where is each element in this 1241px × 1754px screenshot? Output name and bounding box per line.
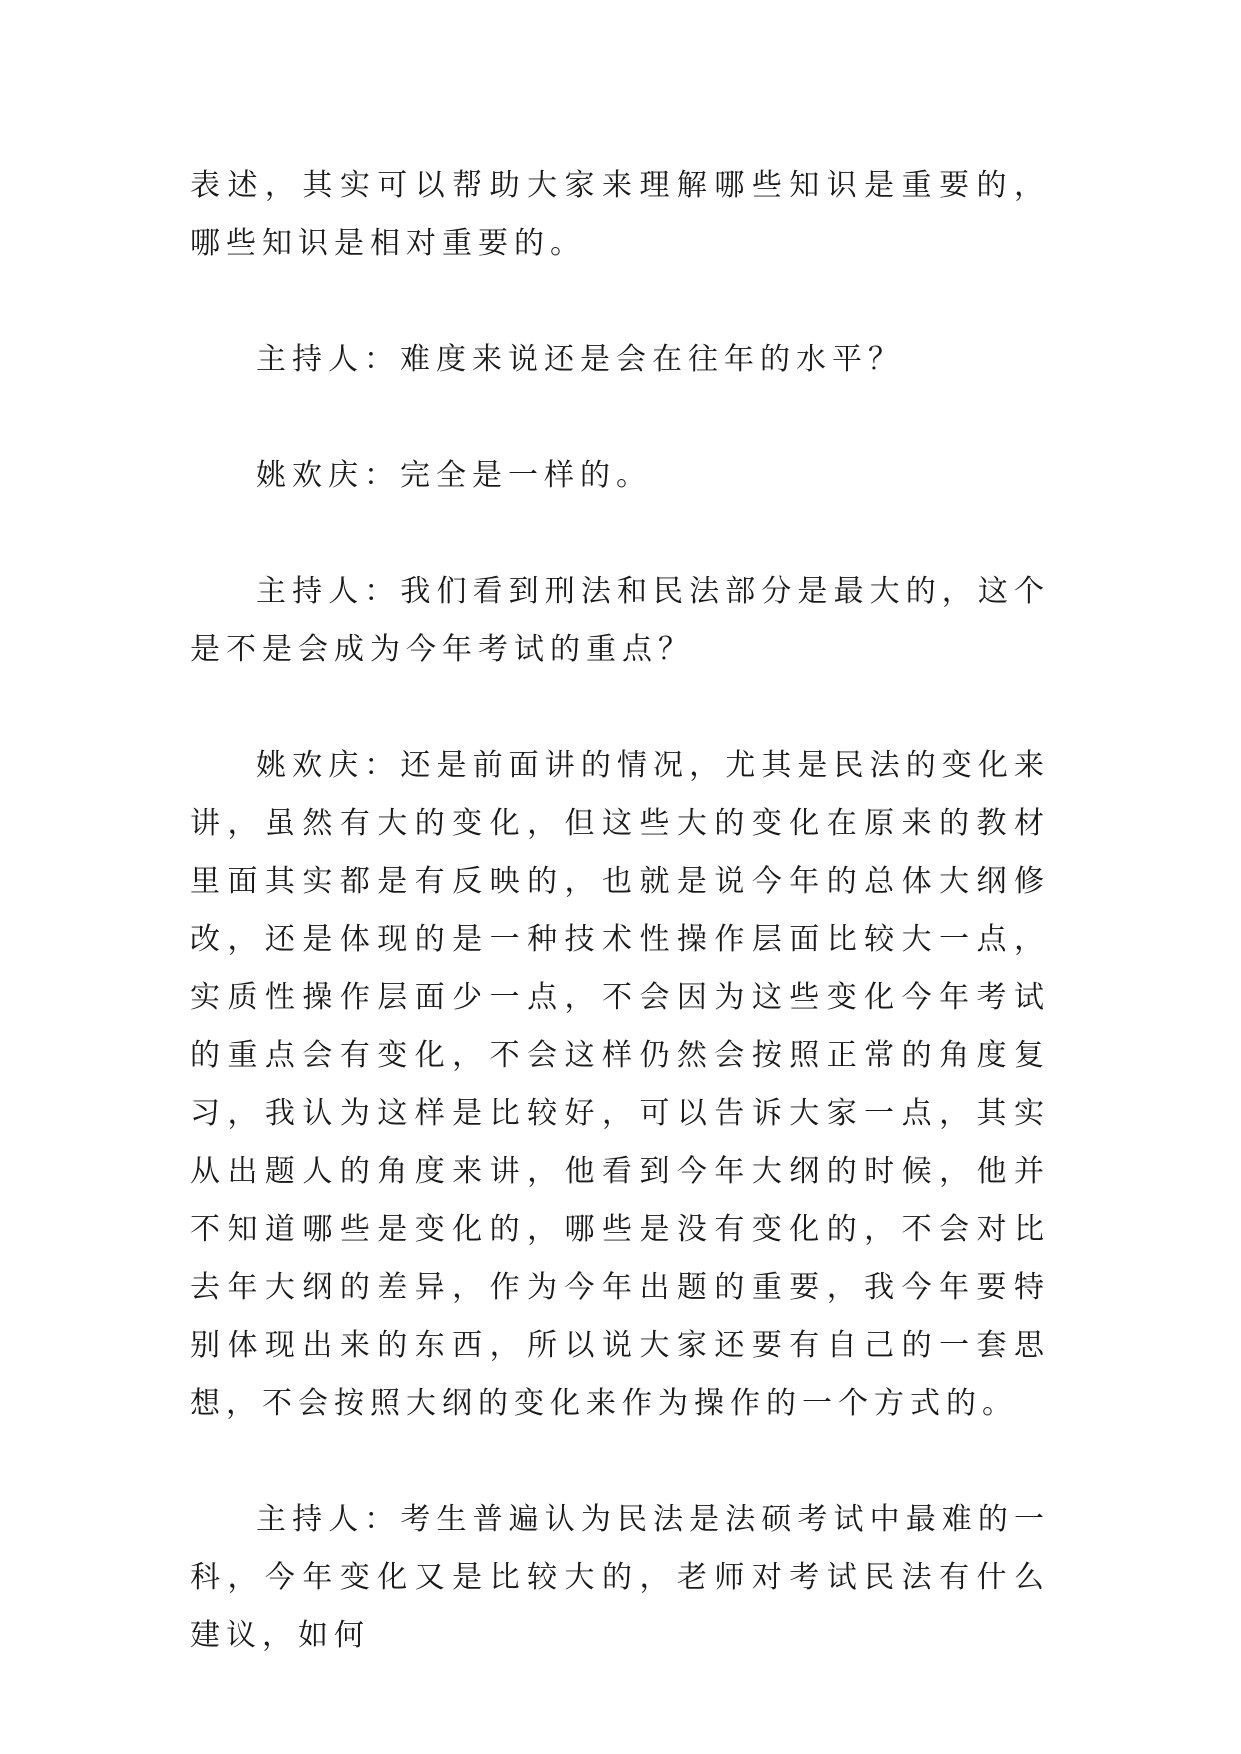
paragraph-continuation: 表述，其实可以帮助大家来理解哪些知识是重要的，哪些知识是相对重要的。 (190, 168, 1050, 261)
paragraph-host-question-difficulty: 主持人：难度来说还是会在往年的水平？ (256, 342, 904, 377)
paragraph-answer-same: 姚欢庆：完全是一样的。 (256, 458, 652, 493)
paragraph-answer-civil-law: 姚欢庆：还是前面讲的情况，尤其是民法的变化来讲，虽然有大的变化，但这些大的变化在原来的教材里面其实都是有反映的，也就是说今年的总体大纲修改，还是体现的是一种技术性操作层面比较大一点，实质性操作层面少一点，不会因为这些变化今年考试的重点会有变化，不会这样仍然会按照正常的角度复习，我认为这样是比较好，可以告诉大家一点，其实从出题人的角度来讲，他看到今年大纲的时候，他并不知道哪些是变化的，哪些是没有变化的，不会对比去年大纲的差异，作为今年出题的重要，我今年要特别体现出来的东西，所以说大家还要有自己的一套思想，不会按照大纲的变化来作为操作的一个方式的。 (190, 748, 1050, 1421)
paragraph-host-question-advice: 主持人：考生普遍认为民法是法硕考试中最难的一科，今年变化又是比较大的，老师对考试民法有什么建议，如何 (190, 1502, 1050, 1653)
paragraph-host-question-focus: 主持人：我们看到刑法和民法部分是最大的，这个是不是会成为今年考试的重点？ (190, 574, 1050, 667)
document-body (190, 157, 1050, 1665)
